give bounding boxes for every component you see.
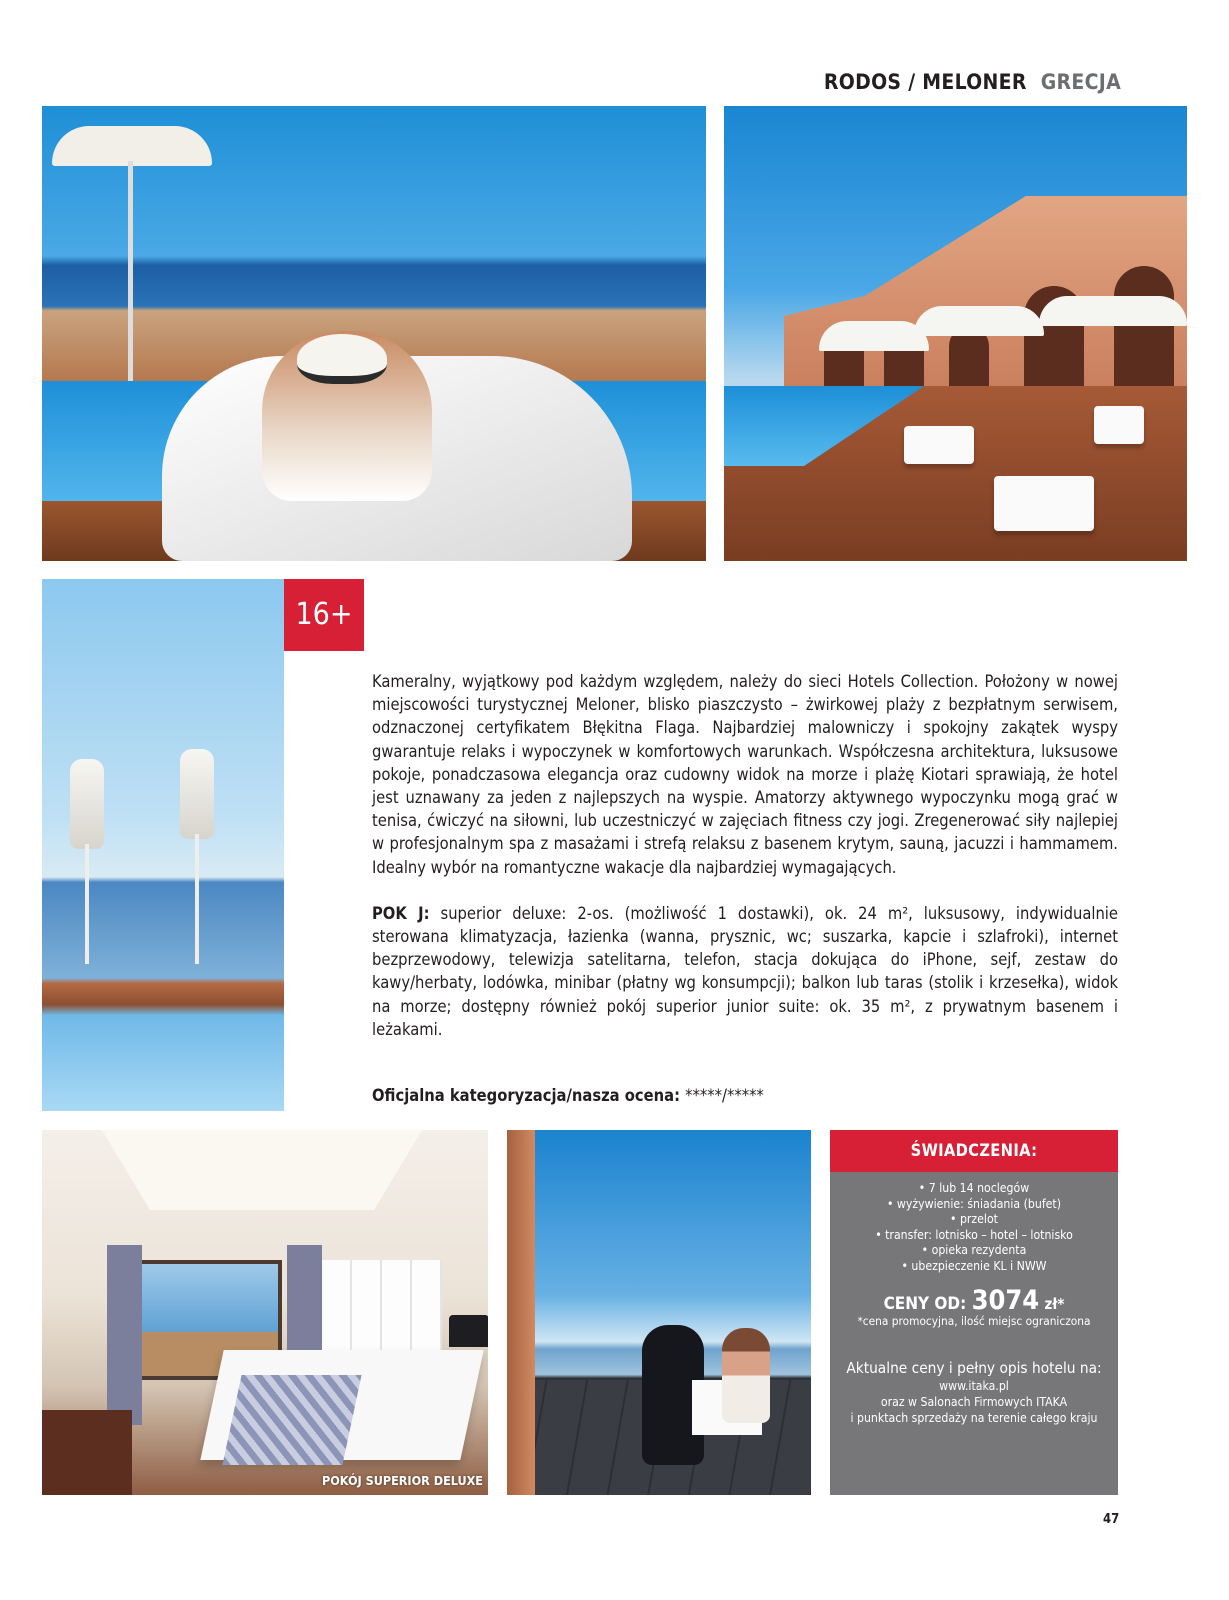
rooms-label: POK J: bbox=[372, 903, 430, 923]
destination-title: RODOS / MELONER bbox=[823, 70, 1027, 94]
rating-label: Oficjalna kategoryzacja/nasza ocena: bbox=[372, 1086, 680, 1105]
page-number: 47 bbox=[1103, 1512, 1120, 1527]
hotel-description: Kameralny, wyjątkowy pod każdym względem, należy do sieci Hotels Collection. Położony w nowej miejscowości turystycznej Meloner, blisko piaszczysto – żwirkowej plaży z bezpłatnym serwisem, odznaczonej certyfikatem Błękitna Flaga. Najbardziej malowniczy i spokojny zakątek wyspy gwarantuje relaks i wypoczynek w komfortowych warunkach. Współczesna architektura, luksusowe pokoje, ponadczasowa elegancja oraz cudowny widok na morze i plażę Kiotari sprawiają, że hotel jest uznawany za jeden z najlepszych na wyspie. Amatorzy aktywnego wypoczynku mogą grać w tenisa, ćwiczyć na siłowni, lub uczestniczyć w zajęciach fitness czy jogi. Zregenerować siły najlepiej w profesjonalnym spa z masażami i strefą relaksu z basenem krytym, sauną, jacuzzi i hammamem. Idealny wybór na romantyczne wakacje dla najbardziej wymagających. bbox=[372, 672, 1118, 877]
price-currency: zł* bbox=[1044, 1294, 1065, 1313]
price-value: 3074 bbox=[971, 1284, 1040, 1316]
photo-hotel-terrace-restaurant bbox=[724, 106, 1187, 561]
info-title: Aktualne ceny i pełny opis hotelu na: bbox=[846, 1358, 1102, 1377]
hotel-description-block bbox=[372, 670, 1118, 1064]
info-line: oraz w Salonach Firmowych ITAKA bbox=[880, 1394, 1068, 1409]
photo-woman-poolside bbox=[42, 106, 706, 561]
info-line: i punktach sprzedaży na terenie całego kraju bbox=[850, 1410, 1098, 1425]
service-item: • transfer: lotnisko – hotel – lotnisko bbox=[875, 1227, 1073, 1242]
rooms-description bbox=[372, 902, 1118, 1041]
service-item: • ubezpieczenie KL i NWW bbox=[901, 1258, 1047, 1273]
page-header bbox=[824, 70, 1121, 94]
services-list bbox=[830, 1181, 1118, 1275]
age-restriction-badge: 16+ bbox=[284, 579, 364, 651]
services-box bbox=[830, 1130, 1118, 1495]
price-line bbox=[830, 1284, 1118, 1317]
hotel-rating bbox=[372, 1086, 764, 1105]
country-title: GRECJA bbox=[1040, 70, 1121, 94]
price-label: CENY OD: bbox=[883, 1293, 967, 1314]
photo-couple-dining-terrace bbox=[507, 1130, 811, 1495]
services-title: ŚWIADCZENIA: bbox=[830, 1130, 1118, 1172]
rooms-text: superior deluxe: 2-os. (możliwość 1 dostawki), ok. 24 m², luksusowy, indywidualnie sterowana klimatyzacja, łazienka (wanna, prysznic, wc; suszarka, kapcie i szlafroki), internet bezprzewodowy, telewizja satelitarna, telefon, stacja dokująca do iPhone, sejf, zestaw do kawy/herbaty, lodówka, minibar (płatny wg konsumpcji); balkon lub taras (stolik i krzesełka), widok na morze; dostępny również pokój superior junior suite: ok. 35 m², z prywatnym basenem i leżakami. bbox=[372, 903, 1118, 1039]
service-item: • opieka rezydenta bbox=[921, 1243, 1027, 1258]
service-item: • przelot bbox=[950, 1212, 998, 1227]
rating-stars: *****/***** bbox=[685, 1086, 764, 1105]
service-item: • wyżywienie: śniadania (bufet) bbox=[886, 1196, 1061, 1211]
photo-superior-deluxe-room bbox=[42, 1130, 488, 1495]
room-photo-caption: POKÓJ SUPERIOR DELUXE bbox=[322, 1473, 483, 1488]
service-item: • 7 lub 14 noclegów bbox=[918, 1181, 1030, 1195]
photo-infinity-pool-umbrellas bbox=[42, 579, 284, 1111]
price-note: *cena promocyjna, ilość miejsc ograniczona bbox=[857, 1313, 1091, 1328]
info-website: www.itaka.pl bbox=[939, 1378, 1009, 1393]
